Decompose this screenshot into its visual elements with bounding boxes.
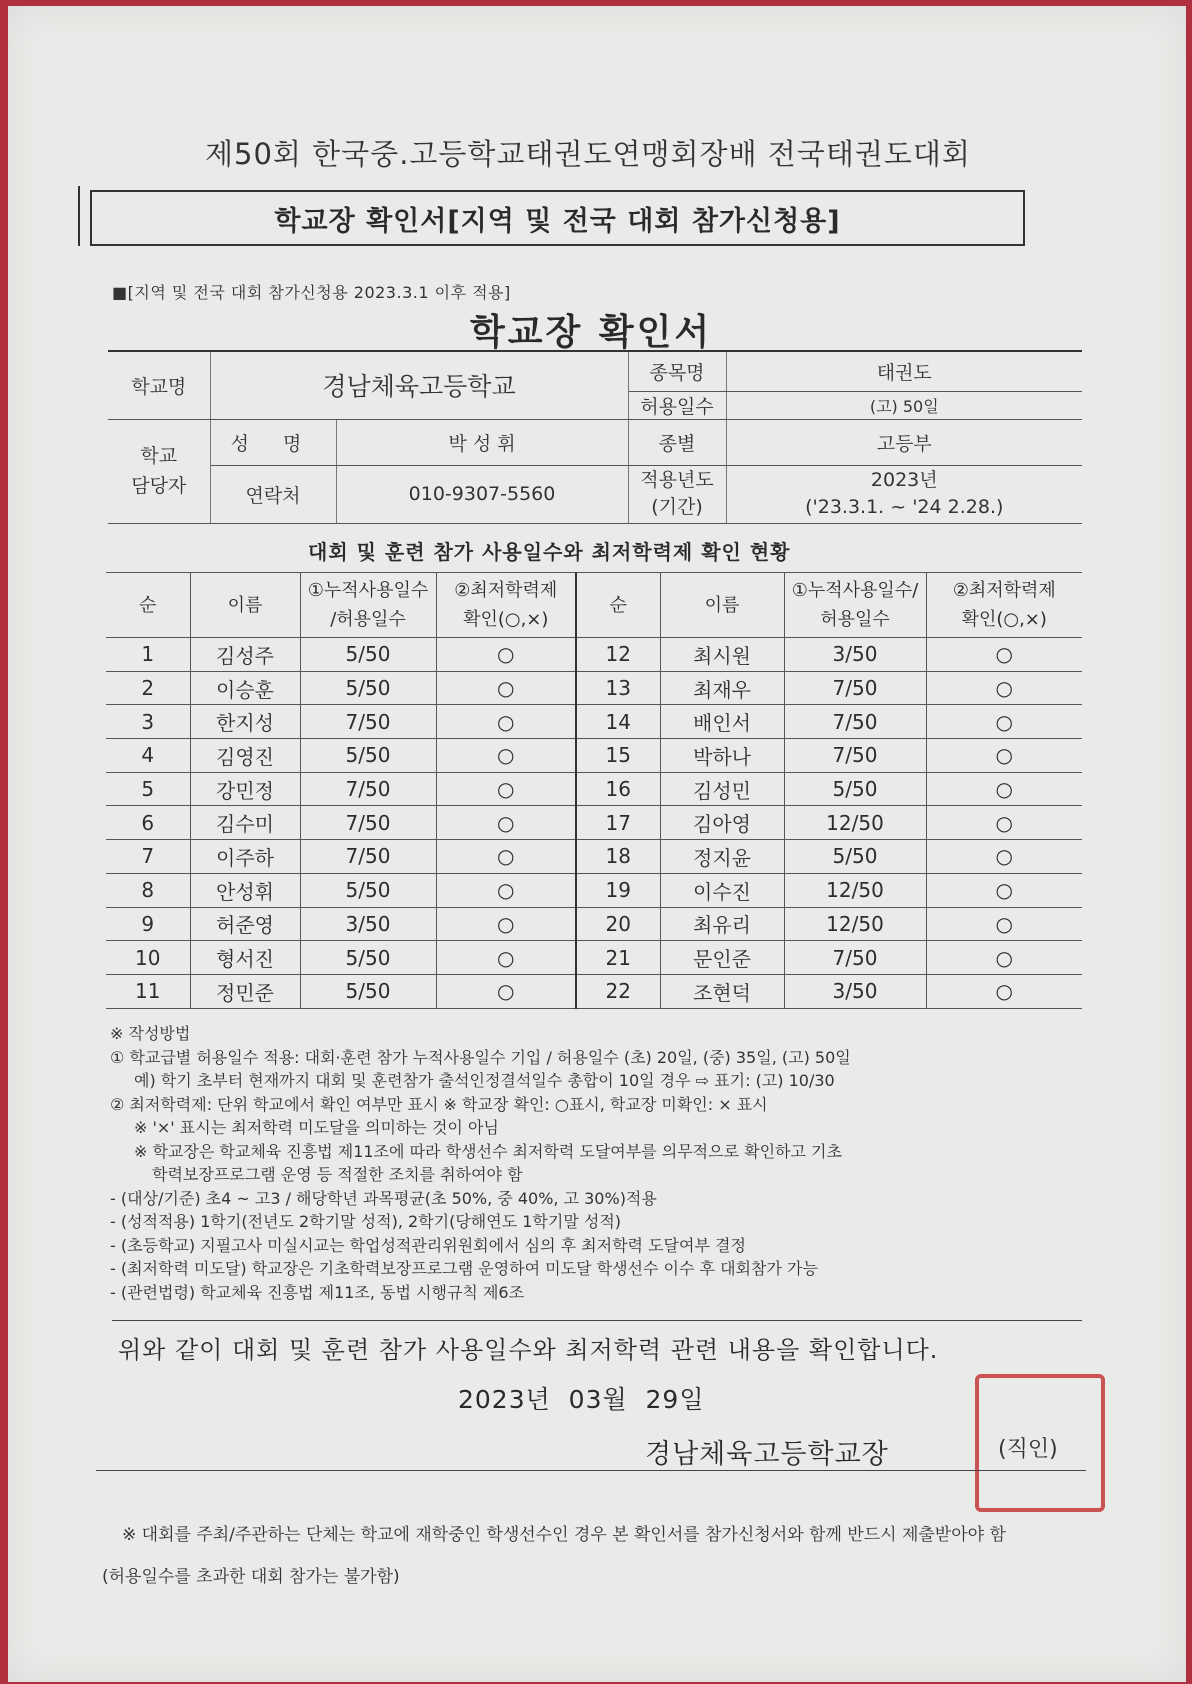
year-label: 적용년도 (기간) [628, 465, 726, 523]
row-check: ○ [436, 772, 576, 806]
issue-date: 2023년 03월 29일 [458, 1385, 705, 1414]
note-line: ① 학교급별 허용일수 적용: 대회·훈련 참가 누적사용일수 기입 / 허용일수 (초) 20일, (중) 35일, (고) 50일 [110, 1047, 851, 1067]
phone-label: 연락처 [210, 465, 336, 523]
row-days: 7/50 [300, 705, 436, 739]
submission-footnote: ※ 대회를 주최/주관하는 단체는 학교에 재학중인 학생선수인 경우 본 확인서를 참가신청서와 함께 반드시 제출받아야 함 [122, 1525, 1006, 1545]
row-no: 19 [576, 873, 660, 907]
row-no: 5 [106, 772, 190, 806]
header-no: 순 [576, 573, 660, 638]
row-name: 안성휘 [190, 873, 300, 907]
table-row [106, 840, 1082, 874]
row-days: 5/50 [300, 638, 436, 672]
table-row [106, 974, 1082, 1008]
row-days: 5/50 [784, 840, 926, 874]
document-title: 학교장 확인서[지역 및 전국 대회 참가신청용] [274, 205, 841, 237]
row-name: 강민정 [190, 772, 300, 806]
row-no: 8 [106, 873, 190, 907]
division-value: 고등부 [726, 419, 1082, 465]
table-row [106, 941, 1082, 975]
phone-value: 010-9307-5560 [336, 465, 628, 523]
row-name: 정지윤 [660, 840, 784, 874]
row-no: 9 [106, 907, 190, 941]
row-no: 11 [106, 974, 190, 1008]
row-no: 21 [576, 941, 660, 975]
note-line: - (최저학력 미도달) 학교장은 기초학력보장프로그램 운영하여 미도달 학생선수 이수 후 대회참가 가능 [110, 1259, 818, 1278]
row-no: 13 [576, 671, 660, 705]
row-days: 7/50 [784, 941, 926, 975]
row-no: 4 [106, 739, 190, 773]
seal-mark: (직인) [998, 1437, 1058, 1462]
allowed-days-value: (고) 50일 [726, 391, 1082, 419]
school-info-table [108, 350, 1082, 524]
row-check: ○ [926, 907, 1082, 941]
row-name: 배인서 [660, 705, 784, 739]
header-check: ②최저학력제 확인(○,×) [436, 573, 576, 638]
confirmation-text: 위와 같이 대회 및 훈련 참가 사용일수와 최저학력 관련 내용을 확인합니다. [118, 1336, 939, 1364]
table-row [106, 638, 1082, 672]
row-days: 3/50 [784, 638, 926, 672]
header-no: 순 [106, 573, 190, 638]
title-side-bar [78, 186, 80, 246]
row-check: ○ [436, 671, 576, 705]
row-name: 조현덕 [660, 974, 784, 1008]
header-check: ②최저학력제 확인(○,×) [926, 573, 1082, 638]
person-name-label: 성 명 [210, 419, 336, 465]
note-line: - (관련법령) 학교체육 진흥법 제11조, 동법 시행규칙 제6조 [110, 1282, 525, 1302]
row-check: ○ [436, 974, 576, 1008]
student-rows [106, 638, 1082, 1009]
row-no: 2 [106, 671, 190, 705]
row-check: ○ [926, 840, 1082, 874]
row-days: 5/50 [784, 772, 926, 806]
row-check: ○ [926, 705, 1082, 739]
row-days: 5/50 [300, 873, 436, 907]
row-name: 김영진 [190, 739, 300, 773]
contact-group-label: 학교 담당자 [108, 419, 210, 523]
table-row [106, 671, 1082, 705]
row-no: 1 [106, 638, 190, 672]
row-no: 12 [576, 638, 660, 672]
row-check: ○ [926, 974, 1082, 1008]
row-name: 김성민 [660, 772, 784, 806]
row-name: 김아영 [660, 806, 784, 840]
row-days: 7/50 [300, 806, 436, 840]
row-check: ○ [436, 840, 576, 874]
row-no: 14 [576, 705, 660, 739]
student-status-table [106, 572, 1082, 1009]
writing-instructions [110, 1022, 1110, 1304]
row-days: 5/50 [300, 941, 436, 975]
row-check: ○ [436, 806, 576, 840]
division-label: 종별 [628, 419, 726, 465]
row-days: 12/50 [784, 907, 926, 941]
row-name: 이주하 [190, 840, 300, 874]
row-name: 최시원 [660, 638, 784, 672]
school-name-value: 경남체육고등학교 [210, 351, 628, 419]
year-cell [726, 465, 1082, 523]
main-title: 학교장 확인서 [470, 312, 713, 353]
status-title: 대회 및 훈련 참가 사용일수와 최저학력제 확인 현황 [308, 540, 791, 564]
principal-name: 경남체육고등학교장 [645, 1439, 889, 1470]
row-no: 10 [106, 941, 190, 975]
note-line: - (성적적용) 1학기(전년도 2학기말 성적), 2학기(당해연도 1학기말 성적) [110, 1212, 622, 1231]
row-days: 12/50 [784, 873, 926, 907]
row-check: ○ [926, 873, 1082, 907]
row-no: 18 [576, 840, 660, 874]
table-row [106, 739, 1082, 773]
row-check: ○ [436, 705, 576, 739]
school-name-label: 학교명 [108, 351, 210, 419]
table-row [106, 705, 1082, 739]
row-days: 7/50 [784, 705, 926, 739]
row-days: 7/50 [300, 840, 436, 874]
note-line: ※ '×' 표시는 최저학력 미도달을 의미하는 것이 아님 [134, 1118, 499, 1137]
row-name: 김성주 [190, 638, 300, 672]
row-check: ○ [926, 638, 1082, 672]
row-check: ○ [926, 671, 1082, 705]
row-days: 7/50 [784, 739, 926, 773]
row-name: 박하나 [660, 739, 784, 773]
row-days: 12/50 [784, 806, 926, 840]
row-check: ○ [436, 739, 576, 773]
row-check: ○ [436, 873, 576, 907]
row-name: 형서진 [190, 941, 300, 975]
table-row [106, 873, 1082, 907]
row-no: 6 [106, 806, 190, 840]
row-name: 이승훈 [190, 671, 300, 705]
row-days: 3/50 [300, 907, 436, 941]
row-name: 허준영 [190, 907, 300, 941]
row-name: 이수진 [660, 873, 784, 907]
row-days: 7/50 [784, 671, 926, 705]
row-check: ○ [926, 806, 1082, 840]
note-line: ※ 학교장은 학교체육 진흥법 제11조에 따라 학생선수 최저학력 도달여부를 의무적으로 확인하고 기초 [134, 1141, 842, 1161]
application-note: ■[지역 및 전국 대회 참가신청용 2023.3.1 이후 적용] [112, 283, 511, 302]
row-no: 16 [576, 772, 660, 806]
row-days: 5/50 [300, 671, 436, 705]
year-value: 2023년 [870, 469, 938, 491]
period-value: ('23.3.1. ~ '24 2.28.) [805, 496, 1004, 518]
row-name: 김수미 [190, 806, 300, 840]
row-no: 15 [576, 739, 660, 773]
person-name-value: 박 성 휘 [336, 419, 628, 465]
header-name: 이름 [660, 573, 784, 638]
row-check: ○ [926, 941, 1082, 975]
row-check: ○ [926, 772, 1082, 806]
event-label: 종목명 [628, 351, 726, 391]
table-row [106, 772, 1082, 806]
note-line: - (초등학교) 지필고사 미실시교는 학업성적관리위원회에서 심의 후 최저학력 도달여부 결정 [110, 1235, 746, 1255]
row-no: 3 [106, 705, 190, 739]
row-check: ○ [926, 739, 1082, 773]
note-line: ※ 작성방법 [110, 1024, 191, 1043]
divider [112, 1320, 1082, 1321]
document-title-box [90, 190, 1025, 246]
row-no: 20 [576, 907, 660, 941]
header-name: 이름 [190, 573, 300, 638]
table-row [106, 806, 1082, 840]
allowed-days-label: 허용일수 [628, 391, 726, 419]
row-check: ○ [436, 941, 576, 975]
row-name: 최재우 [660, 671, 784, 705]
row-no: 17 [576, 806, 660, 840]
excess-days-footnote: (허용일수를 초과한 대회 참가는 불가함) [102, 1567, 400, 1587]
row-days: 5/50 [300, 739, 436, 773]
note-line: 학력보장프로그램 운영 등 적절한 조치를 취하여야 함 [152, 1165, 523, 1184]
row-days: 3/50 [784, 974, 926, 1008]
table-row [106, 907, 1082, 941]
row-days: 7/50 [300, 772, 436, 806]
event-value: 태권도 [726, 351, 1082, 391]
row-no: 7 [106, 840, 190, 874]
row-name: 한지성 [190, 705, 300, 739]
header-days: ①누적사용일수/ 허용일수 [784, 573, 926, 638]
row-no: 22 [576, 974, 660, 1008]
header-days: ①누적사용일수 /허용일수 [300, 573, 436, 638]
row-days: 5/50 [300, 974, 436, 1008]
note-line: 예) 학기 초부터 현재까지 대회 및 훈련참가 출석인정결석일수 총합이 10일 경우 ⇨ 표기: (고) 10/30 [134, 1071, 835, 1090]
divider [96, 1470, 1086, 1471]
row-name: 문인준 [660, 941, 784, 975]
note-line: - (대상/기준) 초4 ~ 고3 / 해당학년 과목평균(초 50%, 중 40%, 고 30%)적용 [110, 1188, 657, 1208]
row-check: ○ [436, 907, 576, 941]
row-name: 최유리 [660, 907, 784, 941]
competition-title: 제50회 한국중.고등학교태권도연맹회장배 전국태권도대회 [205, 137, 971, 171]
note-line: ② 최저학력제: 단위 학교에서 확인 여부만 표시 ※ 학교장 확인: ○표시, 학교장 미확인: × 표시 [110, 1094, 768, 1114]
row-check: ○ [436, 638, 576, 672]
row-name: 정민준 [190, 974, 300, 1008]
